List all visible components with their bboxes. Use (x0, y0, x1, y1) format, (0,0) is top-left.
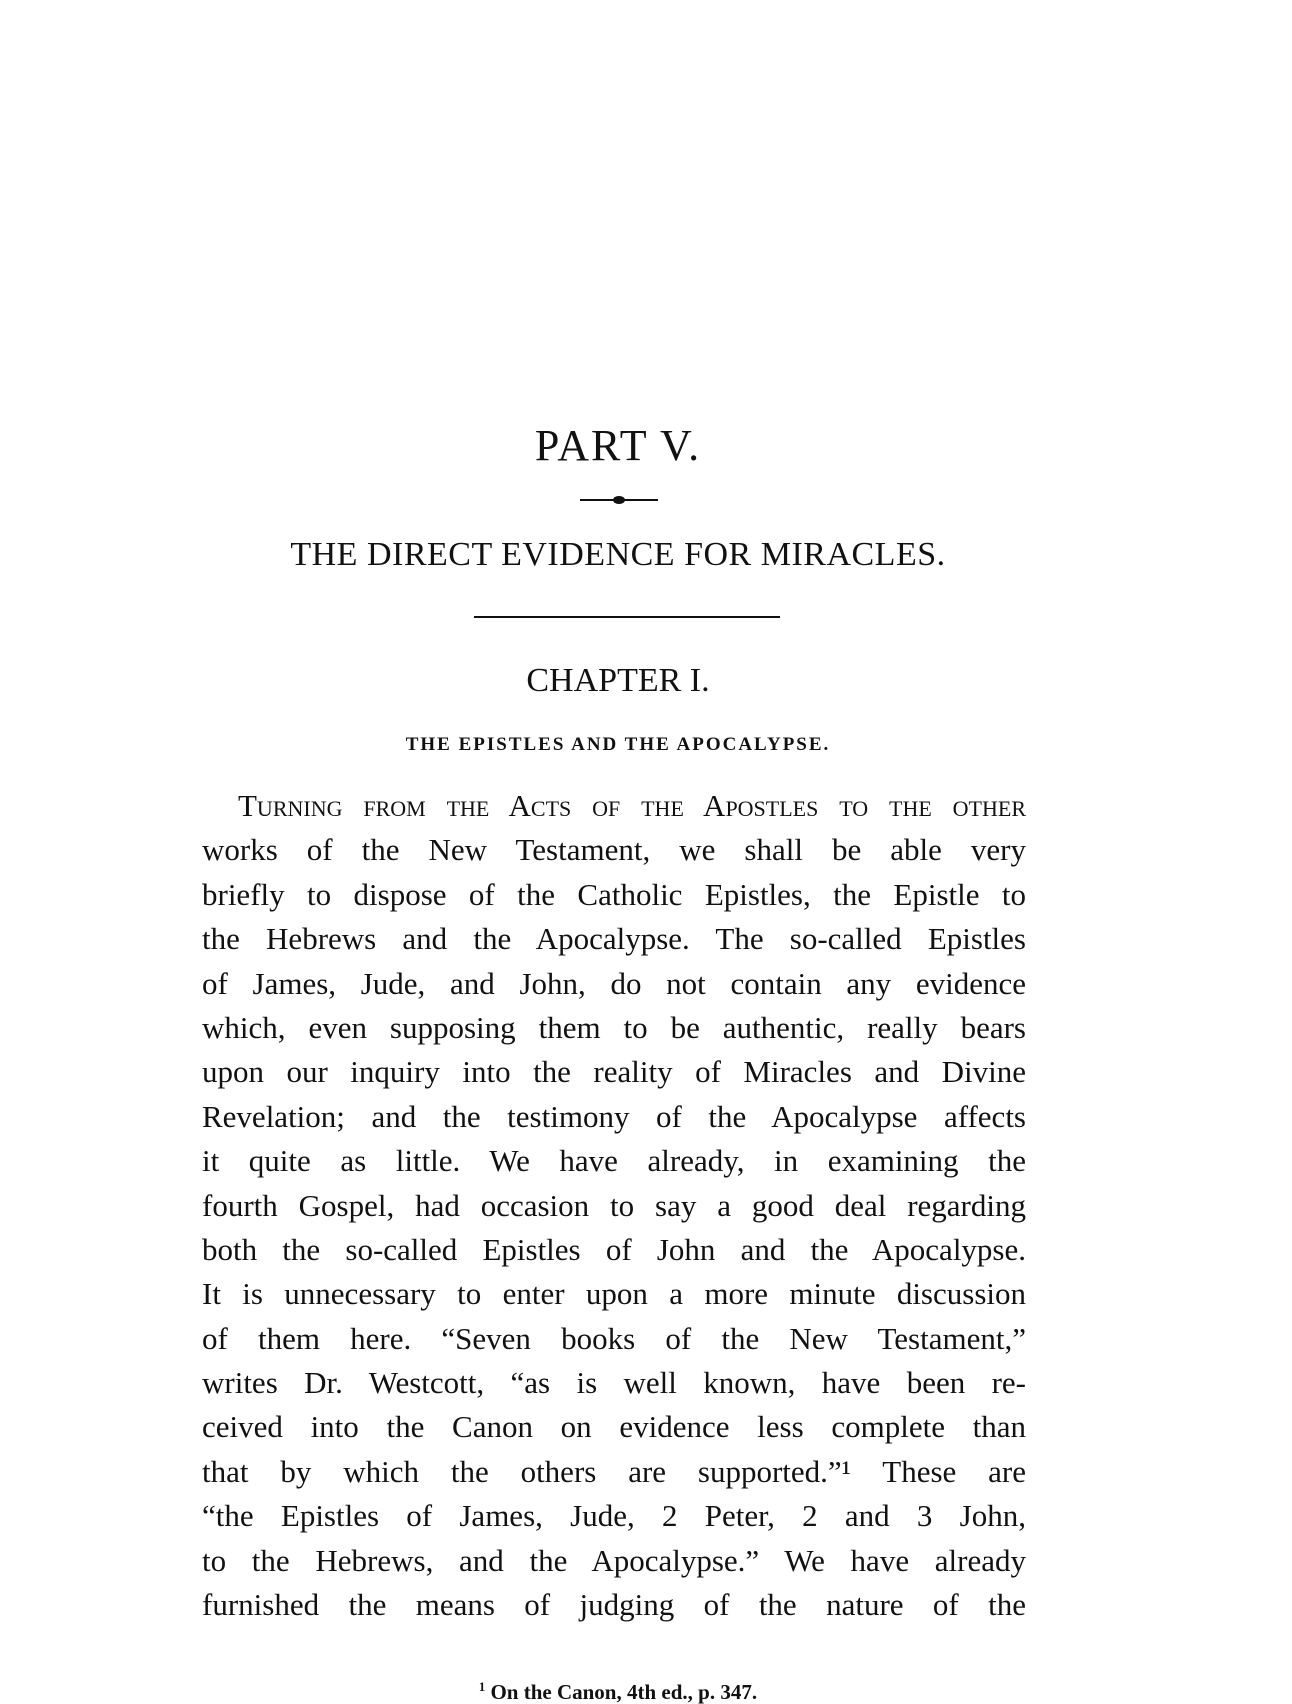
footnote-marker: 1 (478, 1680, 486, 1694)
body-line: upon our inquiry into the reality of Miracles and Divine (202, 1054, 1026, 1090)
body-paragraph (202, 784, 1026, 1627)
body-line (202, 784, 1026, 828)
ornament-divider (580, 498, 658, 502)
part-subtitle: THE DIRECT EVIDENCE FOR MIRACLES. (290, 536, 946, 573)
body-line: both the so-called Epistles of John and the Apocalypse. (202, 1231, 1026, 1267)
body-line: to the Hebrews, and the Apocalypse.” We have already (202, 1542, 1026, 1578)
body-line: ceived into the Canon on evidence less complete than (202, 1409, 1026, 1445)
body-line: fourth Gospel, had occasion to say a good deal regarding (202, 1187, 1026, 1223)
section-rule (474, 616, 780, 618)
body-line: Revelation; and the testimony of the Apocalypse affects (202, 1098, 1026, 1134)
body-line: it quite as little. We have already, in examining the (202, 1143, 1026, 1179)
body-line: writes Dr. Westcott, “as is well known, have been re- (202, 1365, 1026, 1401)
body-line: “the Epistles of James, Jude, 2 Peter, 2 and 3 John, (202, 1498, 1026, 1534)
footnote-text: On the Canon, 4th ed., p. 347. (490, 1680, 758, 1704)
part-title: PART V. (534, 421, 702, 470)
body-line: works of the New Testament, we shall be able very (202, 832, 1026, 868)
body-line: of James, Jude, and John, do not contain any evidence (202, 965, 1026, 1001)
body-line: the Hebrews and the Apocalypse. The so-called Epistles (202, 921, 1026, 957)
body-line: briefly to dispose of the Catholic Epistles, the Epistle to (202, 876, 1026, 912)
body-line: of them here. “Seven books of the New Testament,” (202, 1320, 1026, 1356)
body-line: furnished the means of judging of the nature of the (202, 1587, 1026, 1623)
chapter-title: CHAPTER I. (526, 662, 710, 699)
body-line: which, even supposing them to be authentic, really bears (202, 1009, 1026, 1045)
ornament-dot (613, 496, 625, 504)
body-line: that by which the others are supported.”¹ These are (202, 1453, 1026, 1489)
body-line: It is unnecessary to enter upon a more minute discussion (202, 1276, 1026, 1312)
body-line-text: Turning from the Acts of the Apostles to the other (238, 788, 1026, 823)
chapter-subtitle: THE EPISTLES AND THE APOCALYPSE. (405, 734, 831, 755)
